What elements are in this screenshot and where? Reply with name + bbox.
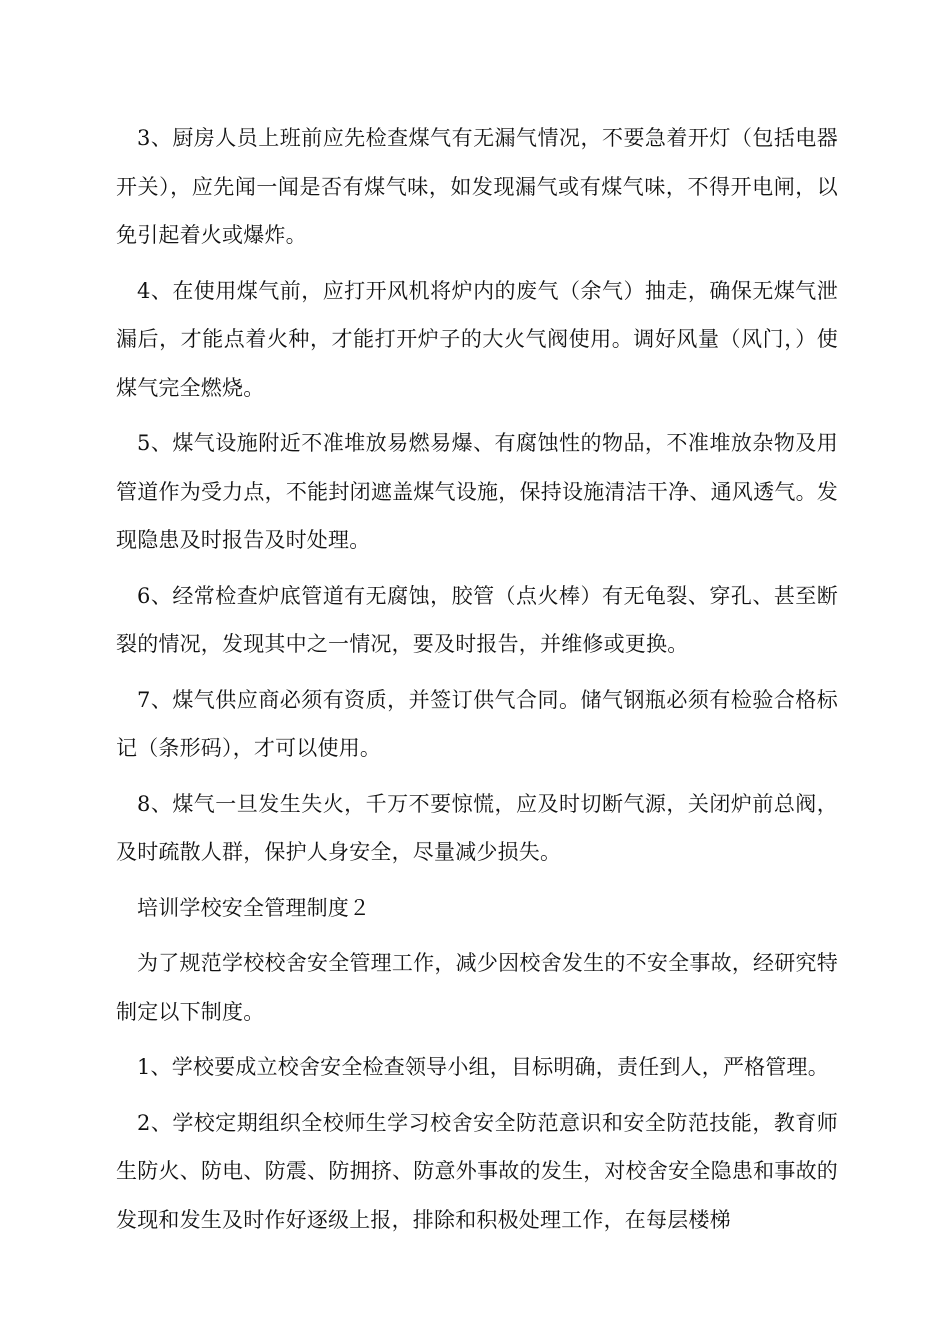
paragraph-item-5: 5、煤气设施附近不准堆放易燃易爆、有腐蚀性的物品，不准堆放杂物及用管道作为受力点，不能封闭遮盖煤气设施，保持设施清洁干净、通风透气。发现隐患及时报告及时处理。 bbox=[116, 431, 838, 552]
paragraph-item-3: 3、厨房人员上班前应先检查煤气有无漏气情况，不要急着开灯（包括电器开关），应先闻一闻是否有煤气味，如发现漏气或有煤气味，不得开电闸，以免引起着火或爆炸。 bbox=[116, 126, 838, 247]
document-body bbox=[116, 114, 838, 1251]
section-item-1: 1、学校要成立校舍安全检查领导小组，目标明确，责任到人，严格管理。 bbox=[137, 1055, 829, 1079]
section-title: 培训学校安全管理制度２ bbox=[137, 895, 371, 920]
paragraph-item-8: 8、煤气一旦发生失火，千万不要惊慌，应及时切断气源，关闭炉前总阀，及时疏散人群，保护人身安全，尽量减少损失。 bbox=[116, 791, 838, 864]
section-intro: 为了规范学校校舍安全管理工作，减少因校舍发生的不安全事故，经研究特制定以下制度。 bbox=[116, 951, 838, 1024]
paragraph-item-4: 4、在使用煤气前，应打开风机将炉内的废气（余气）抽走，确保无煤气泄漏后，才能点着火种，才能打开炉子的大火气阀使用。调好风量（风门，）使煤气完全燃烧。 bbox=[116, 278, 838, 400]
section-item-2: 2、学校定期组织全校师生学习校舍安全防范意识和安全防范技能，教育师生防火、防电、防震、防拥挤、防意外事故的发生，对校舍安全隐患和事故的发现和发生及时作好逐级上报，排除和积极处理工作，在每层楼梯 bbox=[116, 1110, 838, 1232]
paragraph-item-6: 6、经常检查炉底管道有无腐蚀，胶管（点火棒）有无龟裂、穿孔、甚至断裂的情况，发现其中之一情况，要及时报告，并维修或更换。 bbox=[116, 583, 838, 656]
paragraph-item-7: 7、煤气供应商必须有资质，并签订供气合同。储气钢瓶必须有检验合格标记（条形码），才可以使用。 bbox=[116, 687, 838, 760]
